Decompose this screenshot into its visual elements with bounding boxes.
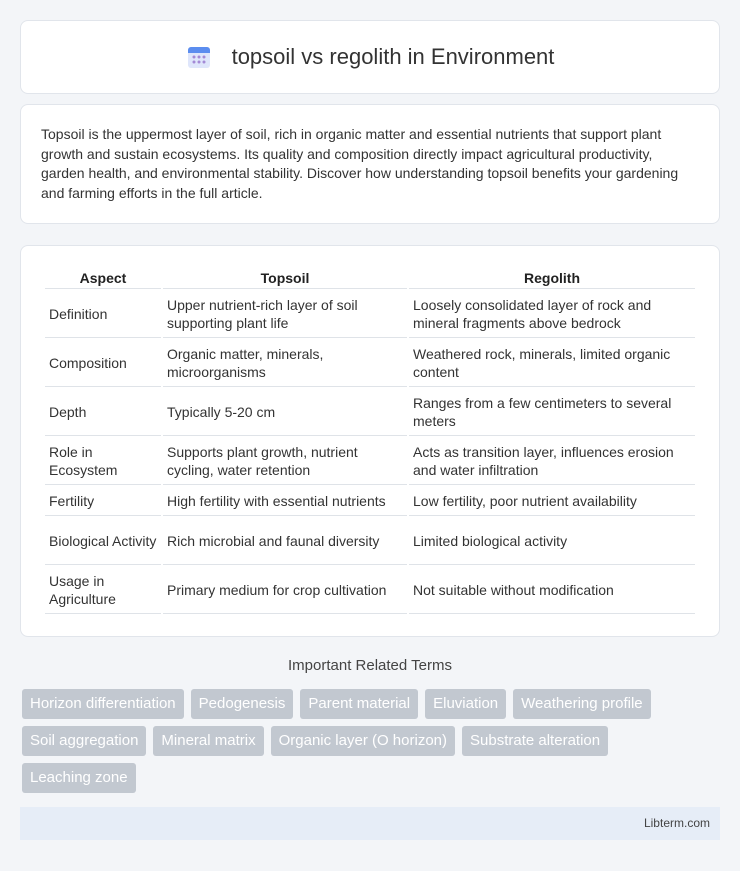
table-cell: Supports plant growth, nutrient cycling, water retention [163,438,407,485]
table-cell: Not suitable without modification [409,567,695,614]
table-cell: Definition [45,291,161,338]
related-term-tag[interactable]: Eluviation [425,689,506,719]
table-cell: Organic matter, minerals, microorganisms [163,340,407,387]
related-term-tag[interactable]: Mineral matrix [153,726,263,756]
table-cell: Ranges from a few centimeters to several meters [409,389,695,436]
related-term-tag[interactable]: Horizon differentiation [22,689,184,719]
table-header-row [45,266,695,289]
related-terms-list [22,689,712,793]
footer [20,807,720,840]
calendar-icon [186,44,212,70]
table-row [45,567,695,614]
table-cell: Usage in Agriculture [45,567,161,614]
table-cell: Biological Activity [45,518,161,565]
intro-text: Topsoil is the uppermost layer of soil, rich in organic matter and essential nutrients that support plant growth and sustain ecosystems. Its quality and composition directly impact agricultural productivity, garden health, and environmental stability. Discover how understanding topsoil benefits your gardening and farming efforts in the full article. [41,126,679,201]
table-cell: Loosely consolidated layer of rock and mineral fragments above bedrock [409,291,695,338]
table-row [45,438,695,485]
footer-site-link[interactable]: Libterm.com [643,816,710,830]
table-row [45,291,695,338]
table-cell: Rich microbial and faunal diversity [163,518,407,565]
table-cell: Role in Ecosystem [45,438,161,485]
table-cell: Depth [45,389,161,436]
table-cell: Composition [45,340,161,387]
table-cell: Upper nutrient-rich layer of soil supporting plant life [163,291,407,338]
header-card [20,20,720,94]
related-term-tag[interactable]: Soil aggregation [22,726,146,756]
related-term-tag[interactable]: Organic layer (O horizon) [271,726,455,756]
related-terms-title: Important Related Terms [288,657,452,674]
comparison-table [43,264,697,616]
table-cell: Low fertility, poor nutrient availability [409,487,695,516]
related-term-tag[interactable]: Parent material [300,689,418,719]
table-cell: Fertility [45,487,161,516]
table-cell: Weathered rock, minerals, limited organic content [409,340,695,387]
related-term-tag[interactable]: Pedogenesis [191,689,294,719]
table-cell: Typically 5-20 cm [163,389,407,436]
table-row [45,518,695,565]
comparison-table-card [20,245,720,637]
table-row [45,389,695,436]
header-regolith: Regolith [409,266,695,289]
related-term-tag[interactable]: Leaching zone [22,763,136,793]
related-term-tag[interactable]: Substrate alteration [462,726,608,756]
table-cell: Acts as transition layer, influences erosion and water infiltration [409,438,695,485]
related-term-tag[interactable]: Weathering profile [513,689,650,719]
table-cell: Primary medium for crop cultivation [163,567,407,614]
table-cell: Limited biological activity [409,518,695,565]
intro-card [20,104,720,224]
header-topsoil: Topsoil [163,266,407,289]
table-row [45,340,695,387]
table-cell: High fertility with essential nutrients [163,487,407,516]
table-row [45,487,695,516]
page-title: topsoil vs regolith in Environment [231,44,555,69]
header-aspect: Aspect [45,266,161,289]
